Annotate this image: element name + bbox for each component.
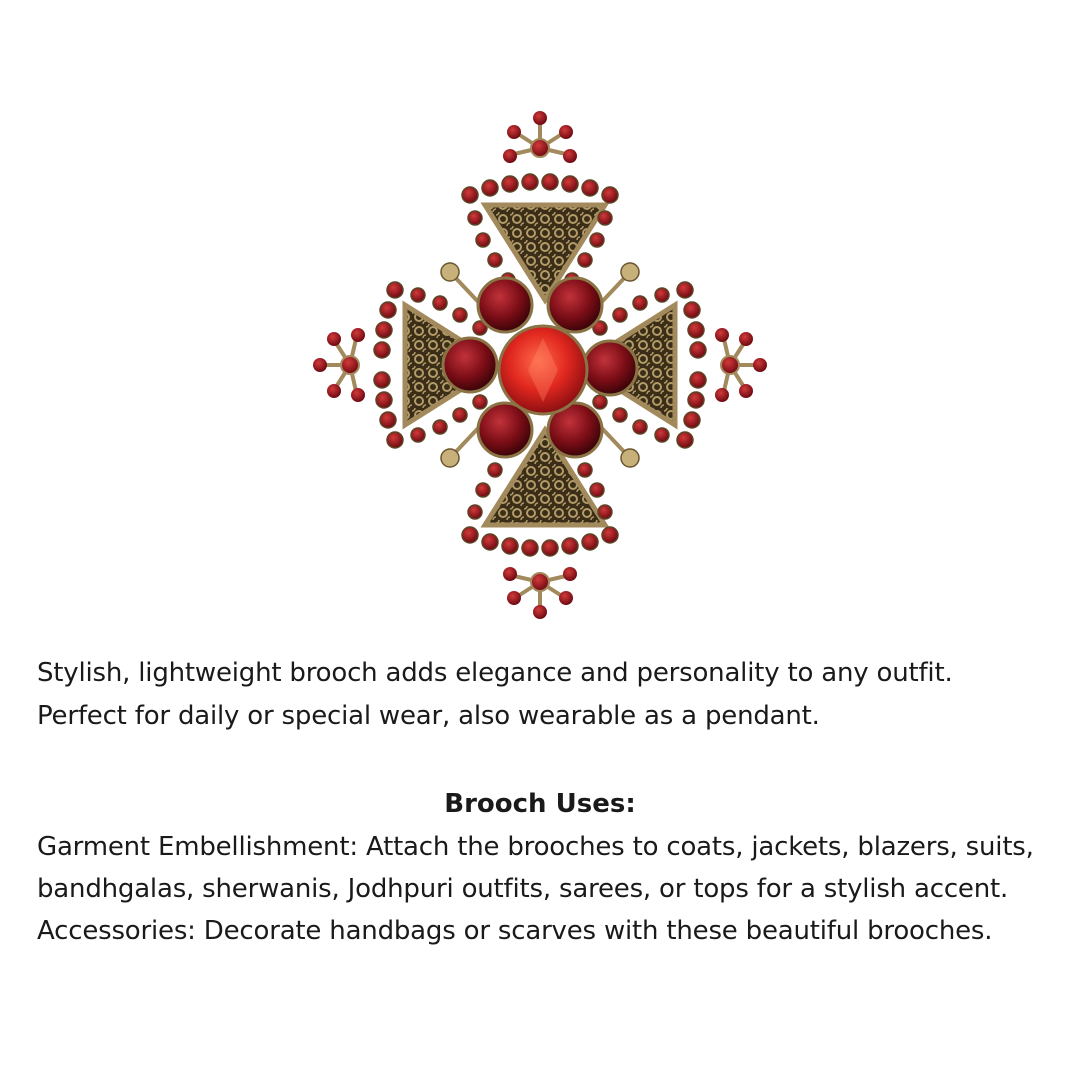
product-description [37, 652, 1047, 738]
uses-line: Accessories: Decorate handbags or scarves with these beautiful brooches. [37, 916, 993, 946]
uses-heading: Brooch Uses: [444, 789, 636, 819]
uses-line: Garment Embellishment: Attach the brooches to coats, jackets, blazers, suits, [37, 832, 1034, 862]
description-line: Perfect for daily or special wear, also wearable as a pendant. [37, 701, 820, 731]
uses-line: bandhgalas, sherwanis, Jodhpuri outfits, sarees, or tops for a stylish accent. [37, 874, 1009, 904]
central-gem-cluster [443, 278, 637, 457]
description-line: Stylish, lightweight brooch adds elegance and personality to any outfit. [37, 658, 953, 688]
product-image [300, 100, 780, 630]
maltese-cross-brooch-icon [300, 100, 780, 630]
uses-list [37, 826, 1057, 952]
